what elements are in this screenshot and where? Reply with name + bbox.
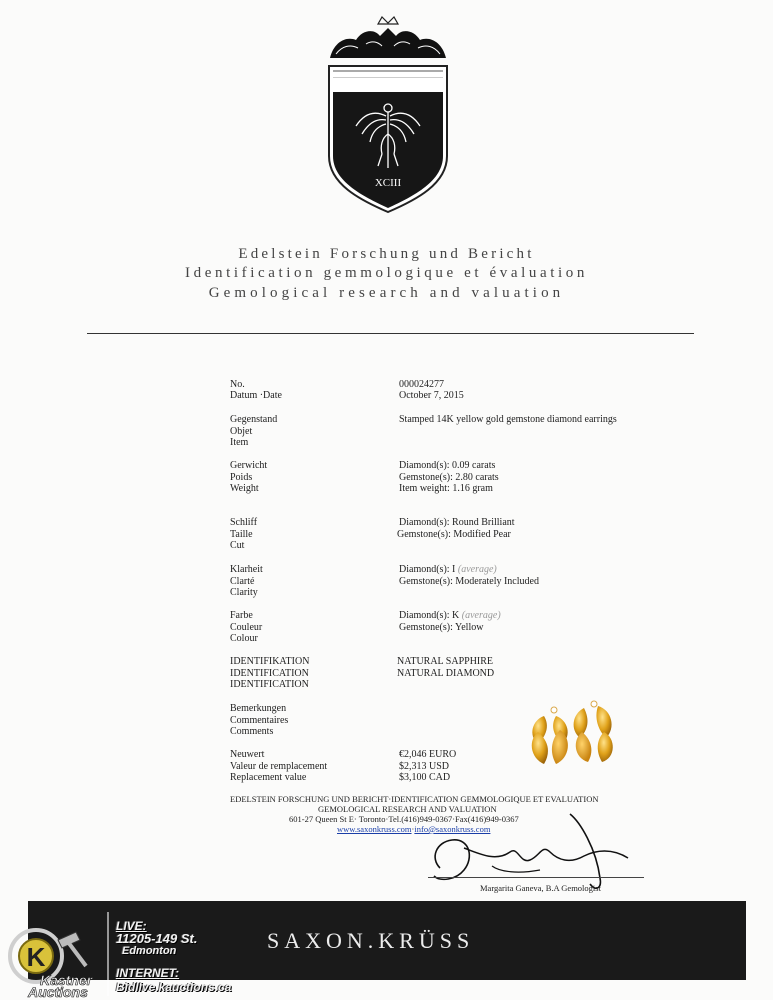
report-date-value: October 7, 2015 [399,390,464,401]
clarity-diamond: Diamond(s): I [399,564,456,575]
watermark-internet-label: INTERNET: [116,966,180,980]
watermark-address: 11205-149 St. [116,931,198,946]
signature-line [428,877,644,878]
left-earring [532,707,568,764]
cut-gemstone: Gemstone(s): Modified Pear [397,528,511,540]
cut-label-de: Schliff [230,517,258,528]
logo-auctions: Auctions [28,984,88,998]
ident-label-fr: IDENTIFICATION [230,667,309,679]
weight-item: Item weight: 1.16 gram [399,483,493,494]
colour-diamond-line [399,610,501,622]
cut-label-fr: Taille [230,528,253,540]
logo-kastner: Kastner [40,972,93,988]
ident-sapphire: NATURAL SAPPHIRE [397,656,494,667]
watermark-url[interactable]: Bidlive.kauctions.ca [116,980,232,994]
header-english: Gemological research and valuation [208,285,565,301]
watermark-live-label: LIVE: [116,919,147,933]
clarity-label-de: Klarheit [230,564,263,575]
value-euro: €2,046 EURO [399,749,457,760]
watermark-divider [107,912,109,996]
footer-company-english: GEMOLOGICAL RESEARCH AND VALUATION [318,804,497,814]
comments-label-de: Bemerkungen [230,703,287,714]
email-link[interactable]: info@saxonkruss.com [414,824,491,834]
header-rule [87,333,694,334]
colour-diamond: Diamond(s): K [399,610,460,621]
report-number-value: 000024277 [399,379,444,390]
value-usd: $2,313 USD [399,760,450,772]
report-date-label: Datum ·Date [230,390,282,401]
auction-logo-watermark [6,922,102,998]
comments-label-fr: Commentaires [230,714,289,726]
link-separator: · [411,824,415,834]
clarity-diamond-line [399,564,497,576]
header-german: Edelstein Forschung und Bericht [238,246,535,262]
footer-address: 601-27 Queen St E· Toronto·Tel.(416)949-0367·Fax(416)949-0367 [289,814,519,824]
item-label-fr: Objet [230,425,253,437]
clarity-average-note: (average) [457,564,497,575]
item-label-en: Item [230,437,249,448]
crest-numeral: XCIII [374,177,402,189]
value-cad: $3,100 CAD [399,772,451,783]
clarity-gemstone: Gemstone(s): Moderately Included [399,575,539,587]
item-value: Stamped 14K yellow gold gemstone diamond earrings [399,414,617,425]
weight-label-fr: Poids [230,471,253,483]
watermark-city: Edmonton [122,945,177,957]
ident-label-de: IDENTIFIKATION [230,656,310,667]
crest-emblem [326,14,450,214]
cut-diamond: Diamond(s): Round Brilliant [399,517,515,528]
value-label-fr: Valeur de remplacement [230,760,328,772]
colour-average-note: (average) [461,610,501,621]
earrings-photo [522,698,622,774]
colour-label-en: Colour [230,633,258,644]
header-french: Identification gemmologique et évaluation [185,265,588,281]
report-number-label: No. [230,379,245,390]
svg-text:K: K [26,942,46,972]
clarity-label-fr: Clarté [230,575,255,587]
value-label-de: Neuwert [230,749,265,760]
brand-name: SAXON.KRÜSS [267,928,475,953]
colour-gemstone: Gemstone(s): Yellow [399,621,484,633]
weight-label-de: Gerwicht [230,460,268,471]
colour-label-fr: Couleur [230,621,263,633]
comments-label-en: Comments [230,726,274,737]
value-label-en: Replacement value [230,772,307,783]
weight-label-en: Weight [230,483,259,494]
colour-label-de: Farbe [230,610,253,621]
cut-label-en: Cut [230,540,245,551]
footer-company-line: EDELSTEIN FORSCHUNG UND BERICHT·IDENTIFICATION GEMMOLOGIQUE ET EVALUATION [230,794,599,804]
weight-gemstone: Gemstone(s): 2.80 carats [399,471,499,483]
right-earring [574,701,613,762]
item-label-de: Gegenstand [230,414,278,425]
clarity-label-en: Clarity [230,587,258,598]
weight-diamond: Diamond(s): 0.09 carats [399,460,496,471]
website-link[interactable]: www.saxonkruss.com [337,824,412,834]
ident-label-en: IDENTIFICATION [230,679,309,690]
ident-diamond: NATURAL DIAMOND [397,667,495,679]
signatory-name: Margarita Ganeva, B.A Gemologist [480,883,601,893]
